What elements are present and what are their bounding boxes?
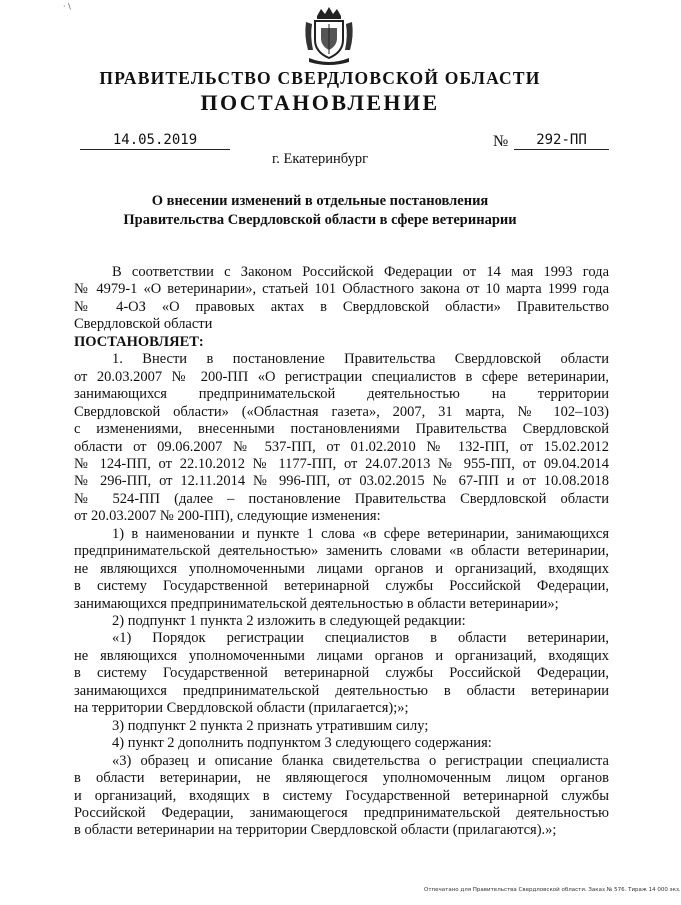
- body-line: 1) в наименовании и пункте 1 слова «в сфере ветеринарии, занимающихся: [112, 525, 609, 542]
- coat-of-arms-icon: [303, 6, 355, 66]
- body-line: от 20.03.2007 № 200-ПП «О регистрации специалистов в сфере ветеринарии,: [74, 368, 609, 385]
- body-line: 2) подпункт 1 пункта 2 изложить в следующей редакции:: [112, 613, 466, 629]
- body-line: занимающихся предпринимательской деятельностью в области ветеринарии»;: [74, 595, 559, 612]
- body-line: 1. Внести в постановление Правительства Свердловской области: [112, 351, 609, 368]
- body-line: в систему Государственной ветеринарной службы Российской Федерации,: [74, 665, 609, 682]
- body-line: в области ветеринарии на территории Свердловской области (прилагаются).»;: [74, 822, 557, 839]
- body-line: не являющихся уполномоченными лицами органов и организаций, входящих: [74, 560, 609, 577]
- body-line: и организаций, входящих в систему Государственной ветеринарной службы: [74, 787, 609, 804]
- body-line: занимающихся предпринимательской деятельностью на территории: [74, 386, 609, 403]
- body-line: Свердловской области: [74, 316, 213, 333]
- body-line: «3) образец и описание бланка свидетельства о регистрации специалиста: [112, 752, 609, 769]
- body-line: Российской Федерации, занимающегося предпринимательской деятельностью: [74, 804, 609, 821]
- heading-line: О внесении изменений в отдельные постановления: [151, 193, 489, 209]
- city: г. Екатеринбург: [271, 151, 369, 167]
- heading-line: Правительства Свердловской области в сфере ветеринарии: [123, 212, 517, 228]
- body-line: с изменениями, внесенными постановлениями Правительства Свердловской: [74, 421, 609, 438]
- body-line: в систему Государственной ветеринарной службы Российской Федерации,: [74, 578, 609, 595]
- body-line: на территории Свердловской области (прилагается);»;: [74, 700, 409, 717]
- body-line: области от 09.06.2007 № 537-ПП, от 01.02.2010 № 132-ПП, от 15.02.2012: [74, 438, 609, 455]
- body-line: Свердловской области» («Областная газета», 2007, 31 марта, № 102–103): [74, 403, 609, 420]
- document-number: 292-ПП: [514, 132, 609, 150]
- body-line: занимающихся предпринимательской деятельностью в области ветеринарии: [74, 682, 609, 699]
- body-line: 4) пункт 2 дополнить подпунктом 3 следующего содержания:: [112, 735, 492, 752]
- body-line: В соответствии с Законом Российской Федерации от 14 мая 1993 года: [112, 264, 609, 280]
- government-title: ПРАВИТЕЛЬСТВО СВЕРДЛОВСКОЙ ОБЛАСТИ: [99, 68, 541, 88]
- document-heading: [100, 192, 540, 230]
- body-line: не являющихся уполномоченными лицами органов и организаций, входящих: [74, 647, 609, 664]
- body-line: № 124-ПП, от 22.10.2012 № 1177-ПП, от 24.07.2013 № 955-ПП, от 09.04.2014: [74, 455, 609, 472]
- resolution-keyword: ПОСТАНОВЛЯЕТ:: [74, 333, 204, 350]
- body-line: 3) подпункт 2 пункта 2 признать утратившим силу;: [112, 717, 429, 734]
- body-line: от 20.03.2007 № 200-ПП), следующие изменения:: [74, 508, 381, 525]
- body-line: № 4979-1 «О ветеринарии», статьей 101 Областного закона от 10 марта 1999 года: [74, 281, 609, 298]
- body-line: № 296-ПП, от 12.11.2014 № 996-ПП, от 03.02.2015 № 67-ПП и от 10.08.2018: [74, 473, 609, 490]
- body-line: «1) Порядок регистрации специалистов в области ветеринарии,: [112, 630, 609, 647]
- body-line: № 524-ПП (далее – постановление Правительства Свердловской области: [74, 490, 609, 507]
- print-footer-note: Отпечатано для Правительства Свердловской области. Заказ № 576. Тираж 14 000 экз.: [424, 887, 681, 893]
- document-type: ПОСТАНОВЛЕНИЕ: [200, 90, 440, 115]
- scan-mark: · \: [63, 2, 71, 11]
- document-date: 14.05.2019: [80, 132, 230, 150]
- number-sign: №: [493, 133, 509, 150]
- body-line: предпринимательской деятельностью» заменить словами «в области ветеринарии,: [74, 543, 609, 560]
- body-line: № 4-ОЗ «О правовых актах в Свердловской области» Правительство: [74, 298, 609, 315]
- body-line: в области ветеринарии, не являющегося уполномоченным лицом органов: [74, 770, 609, 787]
